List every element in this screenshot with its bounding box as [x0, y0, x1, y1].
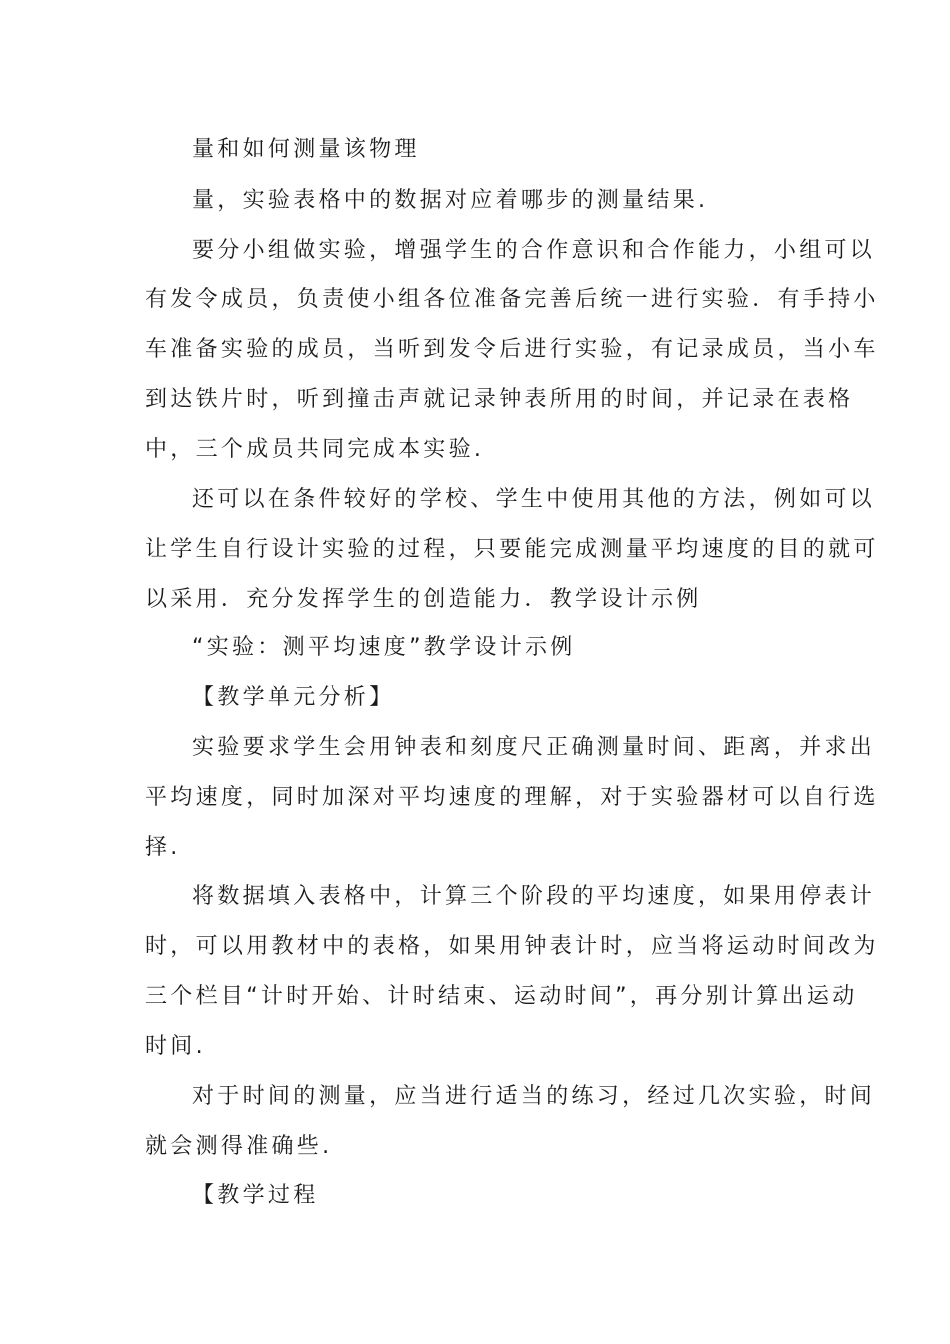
paragraph-start: 实验要求学生会用钟表和刻度尺正确测量时间、距离，并求出 — [192, 735, 876, 760]
text-line: 中，三个成员共同完成本实验. — [145, 437, 485, 462]
text-line: 让学生自行设计实验的过程，只要能完成测量平均速度的目的就可 — [145, 537, 879, 562]
paragraph-start: 要分小组做实验，增强学生的合作意识和合作能力，小组可以 — [192, 238, 876, 263]
text-line: 车准备实验的成员，当听到发令后进行实验，有记录成员，当小车 — [145, 337, 879, 362]
text-line: 三个栏目“计时开始、计时结束、运动时间”，再分别计算出运动 — [145, 984, 858, 1009]
text-line: 择. — [145, 835, 181, 860]
section-heading: 【教学单元分析】 — [192, 685, 395, 710]
paragraph-start: 将数据填入表格中，计算三个阶段的平均速度，如果用停表计 — [192, 884, 876, 909]
section-title: “实验：测平均速度”教学设计示例 — [192, 635, 576, 660]
text-line: 平均速度，同时加深对平均速度的理解，对于实验器材可以自行选 — [145, 785, 879, 810]
text-line: 有发令成员，负责使小组各位准备完善后统一进行实验．有手持小 — [145, 287, 879, 312]
paragraph-start: 对于时间的测量，应当进行适当的练习，经过几次实验，时间 — [192, 1084, 876, 1109]
text-line: 就会测得准确些. — [145, 1134, 333, 1159]
text-line: 量和如何测量该物理 — [192, 137, 420, 162]
paragraph-start: 还可以在条件较好的学校、学生中使用其他的方法，例如可以 — [192, 487, 876, 512]
text-line: 到达铁片时，听到撞击声就记录钟表所用的时间，并记录在表格 — [145, 387, 854, 412]
text-line: 时，可以用教材中的表格，如果用钟表计时，应当将运动时间改为 — [145, 934, 879, 959]
text-line: 量，实验表格中的数据对应着哪步的测量结果. — [192, 188, 709, 213]
text-line: 时间. — [145, 1034, 206, 1059]
section-heading: 【教学过程 — [192, 1183, 319, 1208]
text-line: 以采用．充分发挥学生的创造能力．教学设计示例 — [145, 587, 702, 612]
